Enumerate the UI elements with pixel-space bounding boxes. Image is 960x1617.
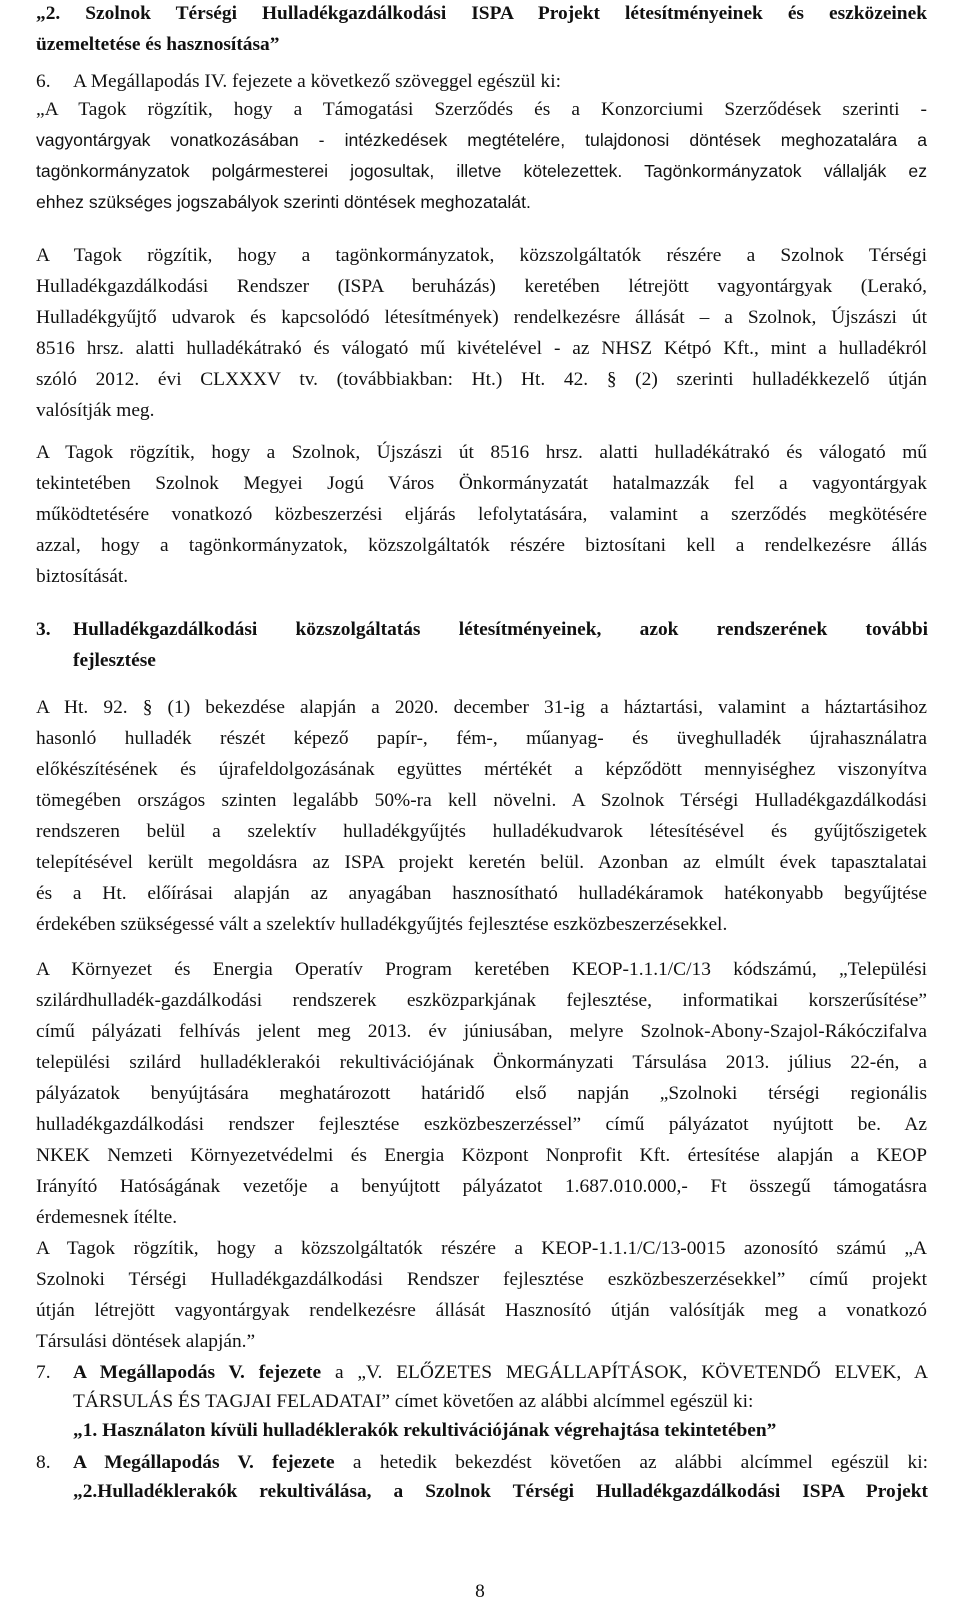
section-3-number: 3. bbox=[36, 619, 51, 640]
text-line: A Tagok rögzítik, hogy a Szolnok, Újszászi út 8516 hrsz. alatti hulladékátrakó és válogató mű bbox=[36, 442, 927, 463]
item-6-number: 6. bbox=[36, 71, 51, 92]
text-line: Hulladékgazdálkodási Rendszer (ISPA beruházás) keretében létrejött vagyontárgyak (Lerakó, bbox=[36, 276, 927, 297]
quote-line: tagönkormányzatok polgármesterei jogosultak, illetve kötelezettek. Tagönkormányzatok vállalják ez bbox=[36, 161, 927, 181]
item-7-text bbox=[73, 1358, 928, 1445]
item-8-rest: a hetedik bekezdést követően az alábbi alcímmel egészül ki: bbox=[334, 1452, 929, 1473]
section-3-heading bbox=[73, 614, 928, 676]
text-line: tömegében országos szinten legalább 50%-ra kell növelni. A Szolnok Térségi Hulladékgazdálkodási bbox=[36, 790, 927, 811]
text-line: valósítják meg. bbox=[36, 400, 155, 421]
text-line: A Tagok rögzítik, hogy a tagönkormányzatok, közszolgáltatók részére a Szolnok Térségi bbox=[36, 245, 927, 266]
text-line: hulladékgazdálkodási rendszer fejlesztése eszközbeszerzéssel” című pályázatot nyújtott be. Az bbox=[36, 1114, 927, 1135]
item-8-text bbox=[73, 1448, 928, 1506]
text-line: Hulladékgyűjtő udvarok és kapcsolódó létesítmények) rendelkezésre állását – a Szolnok, Újszászi út bbox=[36, 307, 927, 328]
text-line: telepítésével került megoldásra az ISPA projekt keretén belül. Azonban az elmúlt évek tapasztalatai bbox=[36, 852, 927, 873]
item-6-quote bbox=[36, 125, 927, 218]
text-line: működtetésére vonatkozó közbeszerzési eljárás lefolytatására, valamint a szerződés megkötésére bbox=[36, 504, 927, 525]
text-line: és a Ht. előírásai alapján az anyagában hasznosítható hulladékáramok hatékonyabb begyűjtése bbox=[36, 883, 927, 904]
quote-line: vagyontárgyak vonatkozásában - intézkedések megtételére, tulajdonosi döntések meghozatalára a bbox=[36, 130, 927, 150]
item-7-number: 7. bbox=[36, 1362, 51, 1383]
item-6-quote-line-1 bbox=[36, 94, 927, 125]
paragraph-tagok-vagyontargyak bbox=[36, 240, 927, 426]
text-line: tekintetében Szolnok Megyei Jogú Város Önkormányzatát hatalmazzák fel a vagyontárgyak bbox=[36, 473, 927, 494]
paragraph-ht-92 bbox=[36, 692, 927, 940]
text-line: A Tagok rögzítik, hogy a közszolgáltatók részére a KEOP-1.1.1/C/13-0015 azonosító számú „A bbox=[36, 1238, 927, 1259]
text-line: települési szilárd hulladéklerakói rekultivációjának Önkormányzati Társulása 2013. július 22-én, a bbox=[36, 1052, 927, 1073]
text-line: szóló 2012. évi CLXXXV tv. (továbbiakban: Ht.) Ht. 42. § (2) szerinti hulladékkezelő útján bbox=[36, 369, 927, 390]
text-line: 8516 hrsz. alatti hulladékátrakó és válogató mű kivételével - az NHSZ Kétpó Kft., mint a hulladékról bbox=[36, 338, 927, 359]
text-line: pályázatok benyújtására meghatározott határidő első napján „Szolnoki térségi regionális bbox=[36, 1083, 927, 1104]
item-8-subtitle: „2.Hulladéklerakók rekultiválása, a Szolnok Térségi Hulladékgazdálkodási ISPA Projekt bbox=[73, 1481, 928, 1502]
heading-line-2: üzemeltetése és hasznosítása” bbox=[36, 34, 280, 55]
paragraph-tagok-keop bbox=[36, 1233, 927, 1357]
text-line: A Ht. 92. § (1) bekezdése alapján a 2020. december 31-ig a háztartási, valamint a háztartásihoz bbox=[36, 697, 927, 718]
quote-line: „A Tagok rögzítik, hogy a Támogatási Szerződés és a Konzorciumi Szerződések szerinti - bbox=[36, 99, 927, 120]
text-line: azzal, hogy a tagönkormányzatok, közszolgáltatók részére biztosítani kell a rendelkezésre állás bbox=[36, 535, 927, 556]
heading-line-1: „2. Szolnok Térségi Hulladékgazdálkodási ISPA Projekt létesítményeinek és eszközeinek bbox=[36, 3, 927, 24]
text-line: előkészítésének és újrafeldolgozásának együttes mértékét a képződött mennyiséghez viszonyítva bbox=[36, 759, 927, 780]
text-line: érdemesnek ítélte. bbox=[36, 1207, 178, 1228]
text-line: című pályázati felhívás jelent meg 2013. év júniusában, melyre Szolnok-Abony-Szajol-Rákóczifalva bbox=[36, 1021, 927, 1042]
text-line: A Környezet és Energia Operatív Program keretében KEOP-1.1.1/C/13 kódszámú, „Települési bbox=[36, 959, 927, 980]
paragraph-tagok-atrako bbox=[36, 437, 927, 592]
item-8-line-1 bbox=[73, 1448, 928, 1477]
text-line: érdekében szükségessé vált a szelektív hulladékgyűjtés fejlesztése eszközbeszerzésekkel. bbox=[36, 914, 728, 935]
item-7-subtitle: „1. Használaton kívüli hulladéklerakók rekultivációjának végrehajtása tekintetében” bbox=[73, 1420, 777, 1441]
text-line: szilárdhulladék-gazdálkodási rendszerek eszközparkjának fejlesztése, informatikai korszerűsítése” bbox=[36, 990, 927, 1011]
text-line: Szolnoki Térségi Hulladékgazdálkodási Rendszer fejlesztése eszközbeszerzésekkel” című projekt bbox=[36, 1269, 927, 1290]
item-7-line-1 bbox=[73, 1358, 928, 1387]
paragraph-keop bbox=[36, 954, 927, 1233]
heading-line: fejlesztése bbox=[73, 650, 156, 671]
item-7-line-2: TÁRSULÁS ÉS TAGJAI FELADATAI” címet követően az alábbi alcímmel egészül ki: bbox=[73, 1391, 754, 1412]
item-7-rest: a „V. ELŐZETES MEGÁLLAPÍTÁSOK, KÖVETENDŐ ELVEK, A bbox=[321, 1362, 928, 1383]
item-8-number: 8. bbox=[36, 1452, 51, 1473]
text-line: NKEK Nemzeti Környezetvédelmi és Energia Központ Nonprofit Kft. értesítése alapján a KEOP bbox=[36, 1145, 927, 1166]
text-line: Irányító Hatóságának vezetője a benyújtott pályázatot 1.687.010.000,- Ft összegű támogatásra bbox=[36, 1176, 927, 1197]
text-line: biztosítását. bbox=[36, 566, 129, 587]
text-line: rendszeren belül a szelektív hulladékgyűjtés hulladékudvarok létesítésével és gyűjtőszigetek bbox=[36, 821, 927, 842]
text-line: hasonló hulladék részét képező papír-, fém-, műanyag- és üveghulladék újrahasználatra bbox=[36, 728, 927, 749]
text-line: Társulási döntések alapján.” bbox=[36, 1331, 256, 1352]
item-7-bold: A Megállapodás V. fejezete bbox=[73, 1362, 322, 1383]
quote-line: ehhez szükséges jogszabályok szerinti döntések meghozatalát. bbox=[36, 192, 531, 212]
item-8-bold: A Megállapodás V. fejezete bbox=[73, 1452, 335, 1473]
section-heading bbox=[36, 0, 927, 60]
heading-line: Hulladékgazdálkodási közszolgáltatás létesítményeinek, azok rendszerének további bbox=[73, 619, 928, 640]
page-number: 8 bbox=[475, 1581, 485, 1602]
text-line: útján létrejött vagyontárgyak rendelkezésre állását Hasznosító útján valósítják meg a vonatkozó bbox=[36, 1300, 927, 1321]
item-6-intro: A Megállapodás IV. fejezete a következő szöveggel egészül ki: bbox=[73, 71, 561, 92]
